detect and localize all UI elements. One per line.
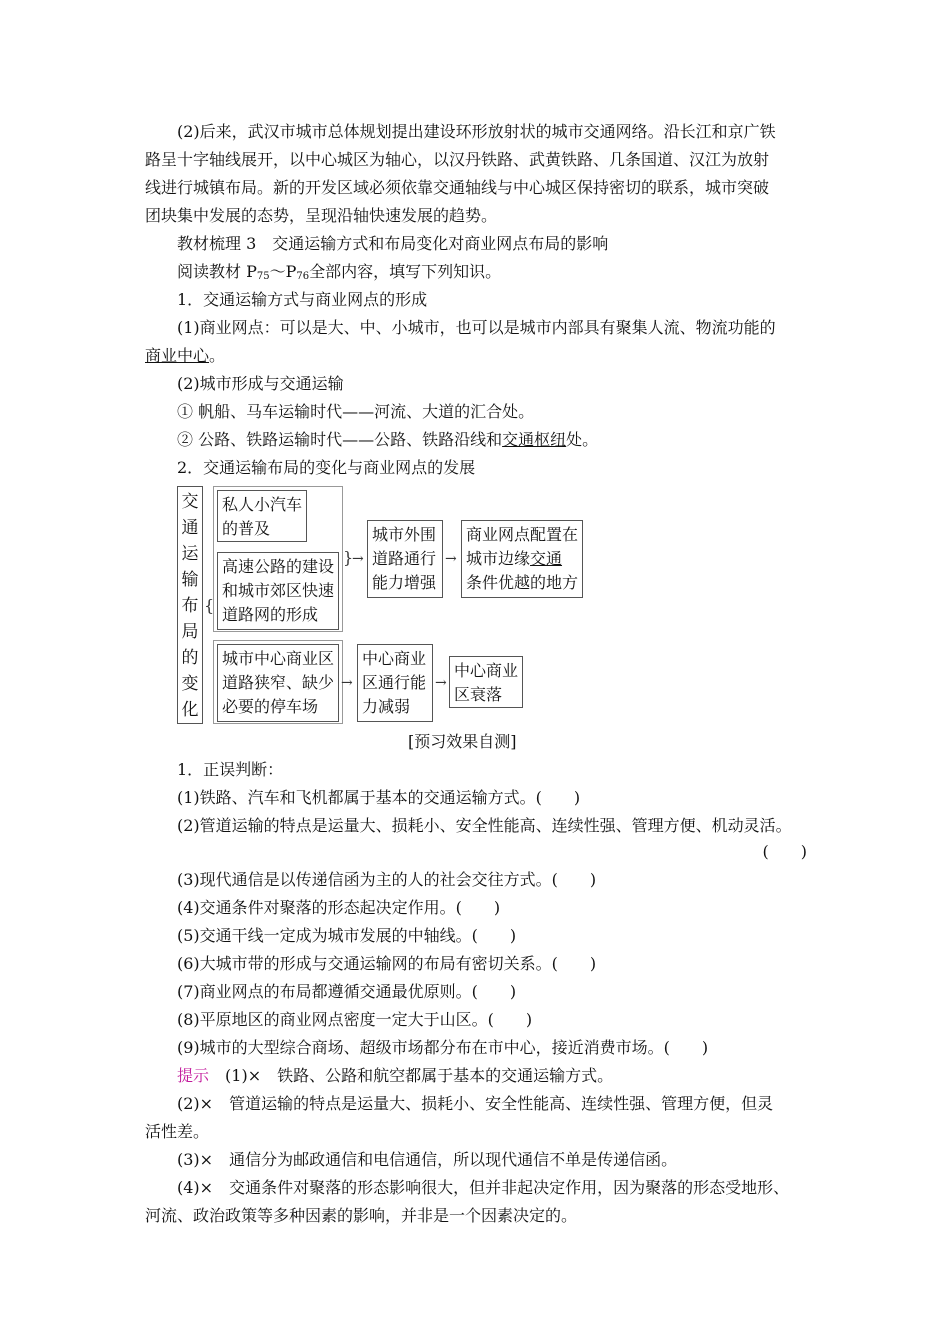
vertical-char: 交 xyxy=(181,492,199,512)
box-line: 道路狭窄、缺少 xyxy=(222,673,335,692)
vertical-char: 布 xyxy=(181,596,199,616)
vertical-char: 变 xyxy=(181,674,199,694)
vertical-char: 局 xyxy=(181,622,199,642)
question-4: (4)交通条件对聚落的形态起决定作用。( ) xyxy=(177,898,501,917)
box-line: 中心商业 xyxy=(362,649,427,668)
question-2-paren: ( ) xyxy=(762,842,807,861)
question-9: (9)城市的大型综合商场、超级市场都分布在市中心，接近消费市场。( ) xyxy=(177,1038,709,1057)
para-2-line-4: 团块集中发展的态势，呈现沿轴快速发展的趋势。 xyxy=(145,206,498,225)
question-7: (7)商业网点的布局都遵循交通最优原则。( ) xyxy=(177,982,517,1001)
box-line: 区通行能 xyxy=(362,673,427,692)
box-line: 道路网的形成 xyxy=(222,605,319,624)
reading-suffix: 全部内容，填写下列知识。 xyxy=(309,262,502,281)
reading-page-start: 75 xyxy=(256,271,270,282)
s1-item-2-b-pre: ② 公路、铁路运输时代——公路、铁路沿线和 xyxy=(177,430,503,449)
brace-right: } xyxy=(343,548,354,567)
s1-item-1-end: 。 xyxy=(209,346,226,365)
arrow-right-icon: → xyxy=(341,675,353,691)
diagram-vertical-label xyxy=(177,486,203,724)
para-2-line-2: 路呈十字轴线展开，以中心城区为轴心，以汉丹铁路、武黄铁路、几条国道、汉江为放射 xyxy=(145,150,770,169)
box-city-edge xyxy=(461,520,583,598)
question-5: (5)交通干线一定成为城市发展的中轴线。( ) xyxy=(177,926,517,945)
answer-4-line-2: 河流、政治政策等多种因素的影响，并非是一个因素决定的。 xyxy=(145,1206,578,1225)
reading-page-end: 76 xyxy=(296,271,310,282)
question-section-title: 1．正误判断： xyxy=(177,760,284,779)
box-capacity-weak xyxy=(357,644,433,722)
reading-mid: ～P xyxy=(269,262,297,281)
box-highway xyxy=(217,552,339,630)
self-test-title: [预习效果自测] xyxy=(408,732,517,751)
box-line: 区衰落 xyxy=(454,685,503,704)
arrow-right-icon: → xyxy=(435,675,447,691)
vertical-char: 的 xyxy=(181,648,199,668)
question-3: (3)现代通信是以传递信函为主的人的社会交往方式。( ) xyxy=(177,870,597,889)
box-line: 条件优越的地方 xyxy=(466,573,579,592)
subsection-1-title: 1．交通运输方式与商业网点的形成 xyxy=(177,290,428,309)
box-city-center xyxy=(217,644,339,722)
box-line: 城市中心商业区 xyxy=(222,649,335,668)
box-line: 必要的停车场 xyxy=(222,697,319,716)
box-line: 道路通行 xyxy=(372,549,437,568)
answer-3: (3)× 通信分为邮政通信和电信通信，所以现代通信不单是传递信函。 xyxy=(177,1150,678,1169)
arrow-right-icon: → xyxy=(352,551,364,567)
answer-4-line-1: (4)× 交通条件对聚落的形态影响很大，但并非起决定作用，因为聚落的形态受地形、 xyxy=(177,1178,790,1197)
para-2-line-3: 线进行城镇布局。新的开发区域必须依靠交通轴线与中心城区保持密切的联系，城市突破 xyxy=(145,178,770,197)
question-8: (8)平原地区的商业网点密度一定大于山区。( ) xyxy=(177,1010,533,1029)
question-2: (2)管道运输的特点是运量大、损耗小、安全性能高、连续性强、管理方便、机动灵活。 xyxy=(177,816,792,835)
box-decline xyxy=(449,656,523,708)
para-2-line-1: (2)后来，武汉市城市总体规划提出建设环形放射状的城市交通网络。沿长江和京广铁 xyxy=(177,122,776,141)
subsection-2-title: 2．交通运输布局的变化与商业网点的发展 xyxy=(177,458,476,477)
transport-layout-diagram xyxy=(177,486,597,724)
box-line: 商业网点配置在 xyxy=(466,525,579,544)
answer-1 xyxy=(177,1062,847,1090)
box-line: 力减弱 xyxy=(362,697,411,716)
question-6: (6)大城市带的形成与交通运输网的布局有密切关系。( ) xyxy=(177,954,597,973)
brace-left: { xyxy=(204,596,215,615)
hint-label: 提示 xyxy=(177,1066,210,1085)
box-line xyxy=(466,547,578,571)
question-1: (1)铁路、汽车和飞机都属于基本的交通运输方式。( ) xyxy=(177,788,581,807)
answer-2-line-2: 活性差。 xyxy=(145,1122,210,1141)
vertical-char: 运 xyxy=(181,544,199,564)
box-line: 城市外围 xyxy=(372,525,437,544)
arrow-right-icon: → xyxy=(445,551,457,567)
s1-item-2-a: ① 帆船、马车运输时代——河流、大道的汇合处。 xyxy=(177,402,535,421)
fill-blank-commercial-center: 商业中心 xyxy=(145,346,210,365)
box-line: 高速公路的建设 xyxy=(222,557,335,576)
reading-prefix: 阅读教材 P xyxy=(177,262,257,281)
box-line-part: 城市边缘 xyxy=(466,549,531,568)
box-outer-roads xyxy=(367,520,443,598)
vertical-char: 通 xyxy=(181,518,199,538)
s1-item-1-line-1: (1)商业网点：可以是大、中、小城市，也可以是城市内部具有聚集人流、物流功能的 xyxy=(177,318,776,337)
box-private-car xyxy=(217,490,307,542)
s1-item-1-line-2 xyxy=(145,342,815,370)
vertical-char: 化 xyxy=(181,700,199,720)
section-3-title: 教材梳理 3 交通运输方式和布局变化对商业网点布局的影响 xyxy=(177,234,609,253)
box-line: 的普及 xyxy=(222,519,271,538)
s1-item-2-b-end: 处。 xyxy=(566,430,599,449)
box-line: 能力增强 xyxy=(372,573,437,592)
fill-blank-transport-hub: 交通枢纽 xyxy=(502,430,567,449)
s1-item-2-b xyxy=(177,426,847,454)
vertical-char: 输 xyxy=(181,570,199,590)
box-line: 私人小汽车 xyxy=(222,495,303,514)
answer-2-line-1: (2)× 管道运输的特点是运量大、损耗小、安全性能高、连续性强、管理方便，但灵 xyxy=(177,1094,774,1113)
box-line: 中心商业 xyxy=(454,661,519,680)
answer-1-text: (1)× 铁路、公路和航空都属于基本的交通运输方式。 xyxy=(225,1066,614,1085)
box-line-underlined: 交通 xyxy=(530,549,563,568)
s1-item-2: (2)城市形成与交通运输 xyxy=(177,374,344,393)
box-line: 和城市郊区快速 xyxy=(222,581,335,600)
